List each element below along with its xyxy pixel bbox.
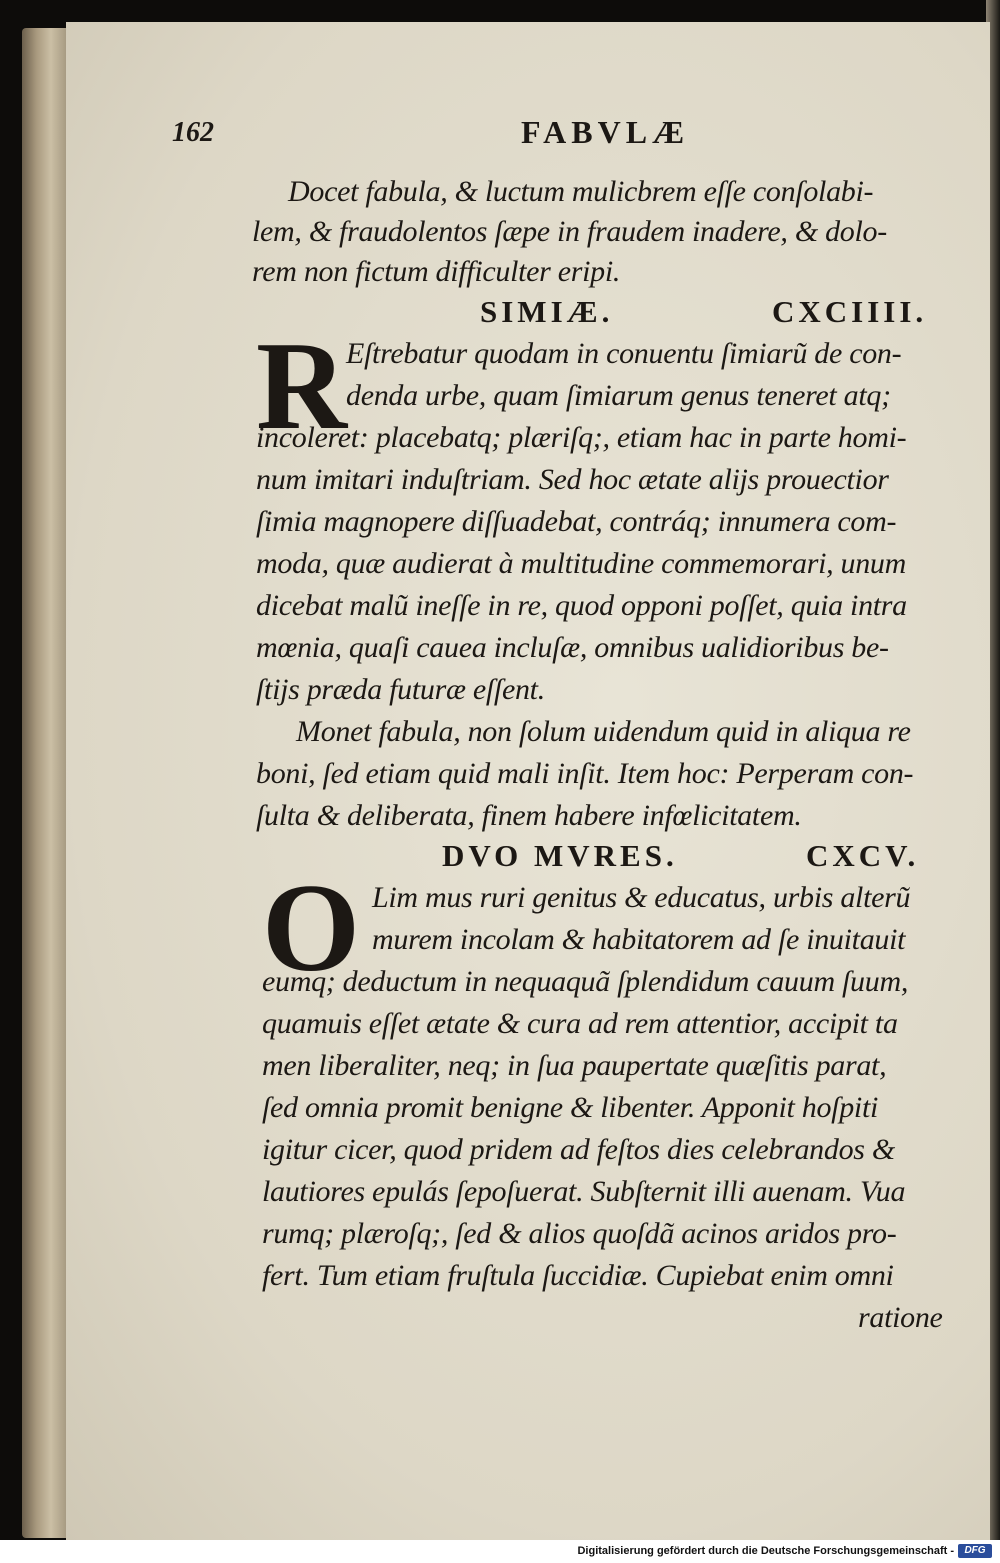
fable-line: ſtijs præda futuræ eſſent. bbox=[256, 673, 545, 706]
fable-line: fert. Tum etiam fruſtula ſuccidiæ. Cupiebat enim omni bbox=[262, 1259, 894, 1292]
fable-line: num imitari induſtriam. Sed hoc ætate alijs prouectior bbox=[256, 463, 889, 496]
fable-line: incoleret: placebatq; plæriſq;, etiam hac in parte homi- bbox=[256, 421, 907, 454]
moral-line: ſulta & deliberata, finem habere infœlicitatem. bbox=[256, 799, 802, 832]
book-edge bbox=[22, 28, 70, 1538]
moral-line: rem non fictum difficulter eripi. bbox=[252, 255, 621, 288]
fable-line: men liberaliter, neq; in ſua paupertate quæſitis parat, bbox=[262, 1049, 887, 1082]
moral-line: boni, ſed etiam quid mali inſit. Item hoc: Perperam con- bbox=[256, 757, 914, 790]
fable-line: igitur cicer, quod pridem ad feſtos dies celebrandos & bbox=[262, 1133, 895, 1166]
fable-number: CXCV. bbox=[806, 838, 920, 873]
fable-line: eumq; deductum in nequaquã ſplendidum cauum ſuum, bbox=[262, 965, 909, 998]
fable-number: CXCIIII. bbox=[772, 294, 928, 329]
moral-line: lem, & fraudolentos ſæpe in fraudem inadere, & dolo- bbox=[252, 215, 887, 248]
drop-capital: O bbox=[262, 859, 361, 998]
catchword: ratione bbox=[858, 1301, 943, 1334]
dfg-logo: DFG bbox=[958, 1544, 992, 1558]
running-head: FABVLÆ bbox=[521, 114, 690, 150]
fable-line: quamuis eſſet ætate & cura ad rem attentior, accipit ta bbox=[262, 1007, 898, 1040]
moral-line: Docet fabula, & luctum mulicbrem eſſe conſolabi- bbox=[288, 175, 874, 208]
page-number: 162 bbox=[172, 117, 214, 148]
fable-line: lautiores epulás ſepoſuerat. Subſternit illi auenam. Vua bbox=[262, 1175, 906, 1208]
fable-line: mœnia, quaſi cauea incluſæ, omnibus ualidioribus be- bbox=[256, 631, 889, 664]
fable-line: murem incolam & habitatorem ad ſe inuitauit bbox=[372, 923, 906, 956]
funding-credit: Digitalisierung gefördert durch die Deutsche Forschungsgemeinschaft - bbox=[577, 1545, 954, 1557]
fable-line: dicebat malũ ineſſe in re, quod opponi poſſet, quia intra bbox=[256, 589, 907, 622]
book-page bbox=[66, 22, 990, 1540]
fable-line: Lim mus ruri genitus & educatus, urbis alterũ bbox=[372, 881, 911, 914]
fable-line: rumq; plæroſq;, ſed & alios quoſdã acinos aridos pro- bbox=[262, 1217, 897, 1250]
fable-line: moda, quæ audierat à multitudine commemorari, unum bbox=[256, 547, 906, 580]
moral-line: Monet fabula, non ſolum uidendum quid in aliqua re bbox=[296, 715, 911, 748]
fable-line: ſed omnia promit benigne & libenter. Apponit hoſpiti bbox=[262, 1091, 879, 1124]
fable-title: DVO MVRES. bbox=[442, 838, 678, 873]
fable-line: denda urbe, quam ſimiarum genus teneret atq; bbox=[346, 379, 891, 412]
footer-bar bbox=[0, 1540, 1000, 1563]
drop-capital: R bbox=[256, 317, 347, 456]
fable-line: ſimia magnopere diſſuadebat, contráq; innumera com- bbox=[256, 505, 897, 538]
fable-title: SIMIÆ. bbox=[480, 294, 614, 329]
fable-line: Eſtrebatur quodam in conuentu ſimiarũ de con- bbox=[346, 337, 902, 370]
